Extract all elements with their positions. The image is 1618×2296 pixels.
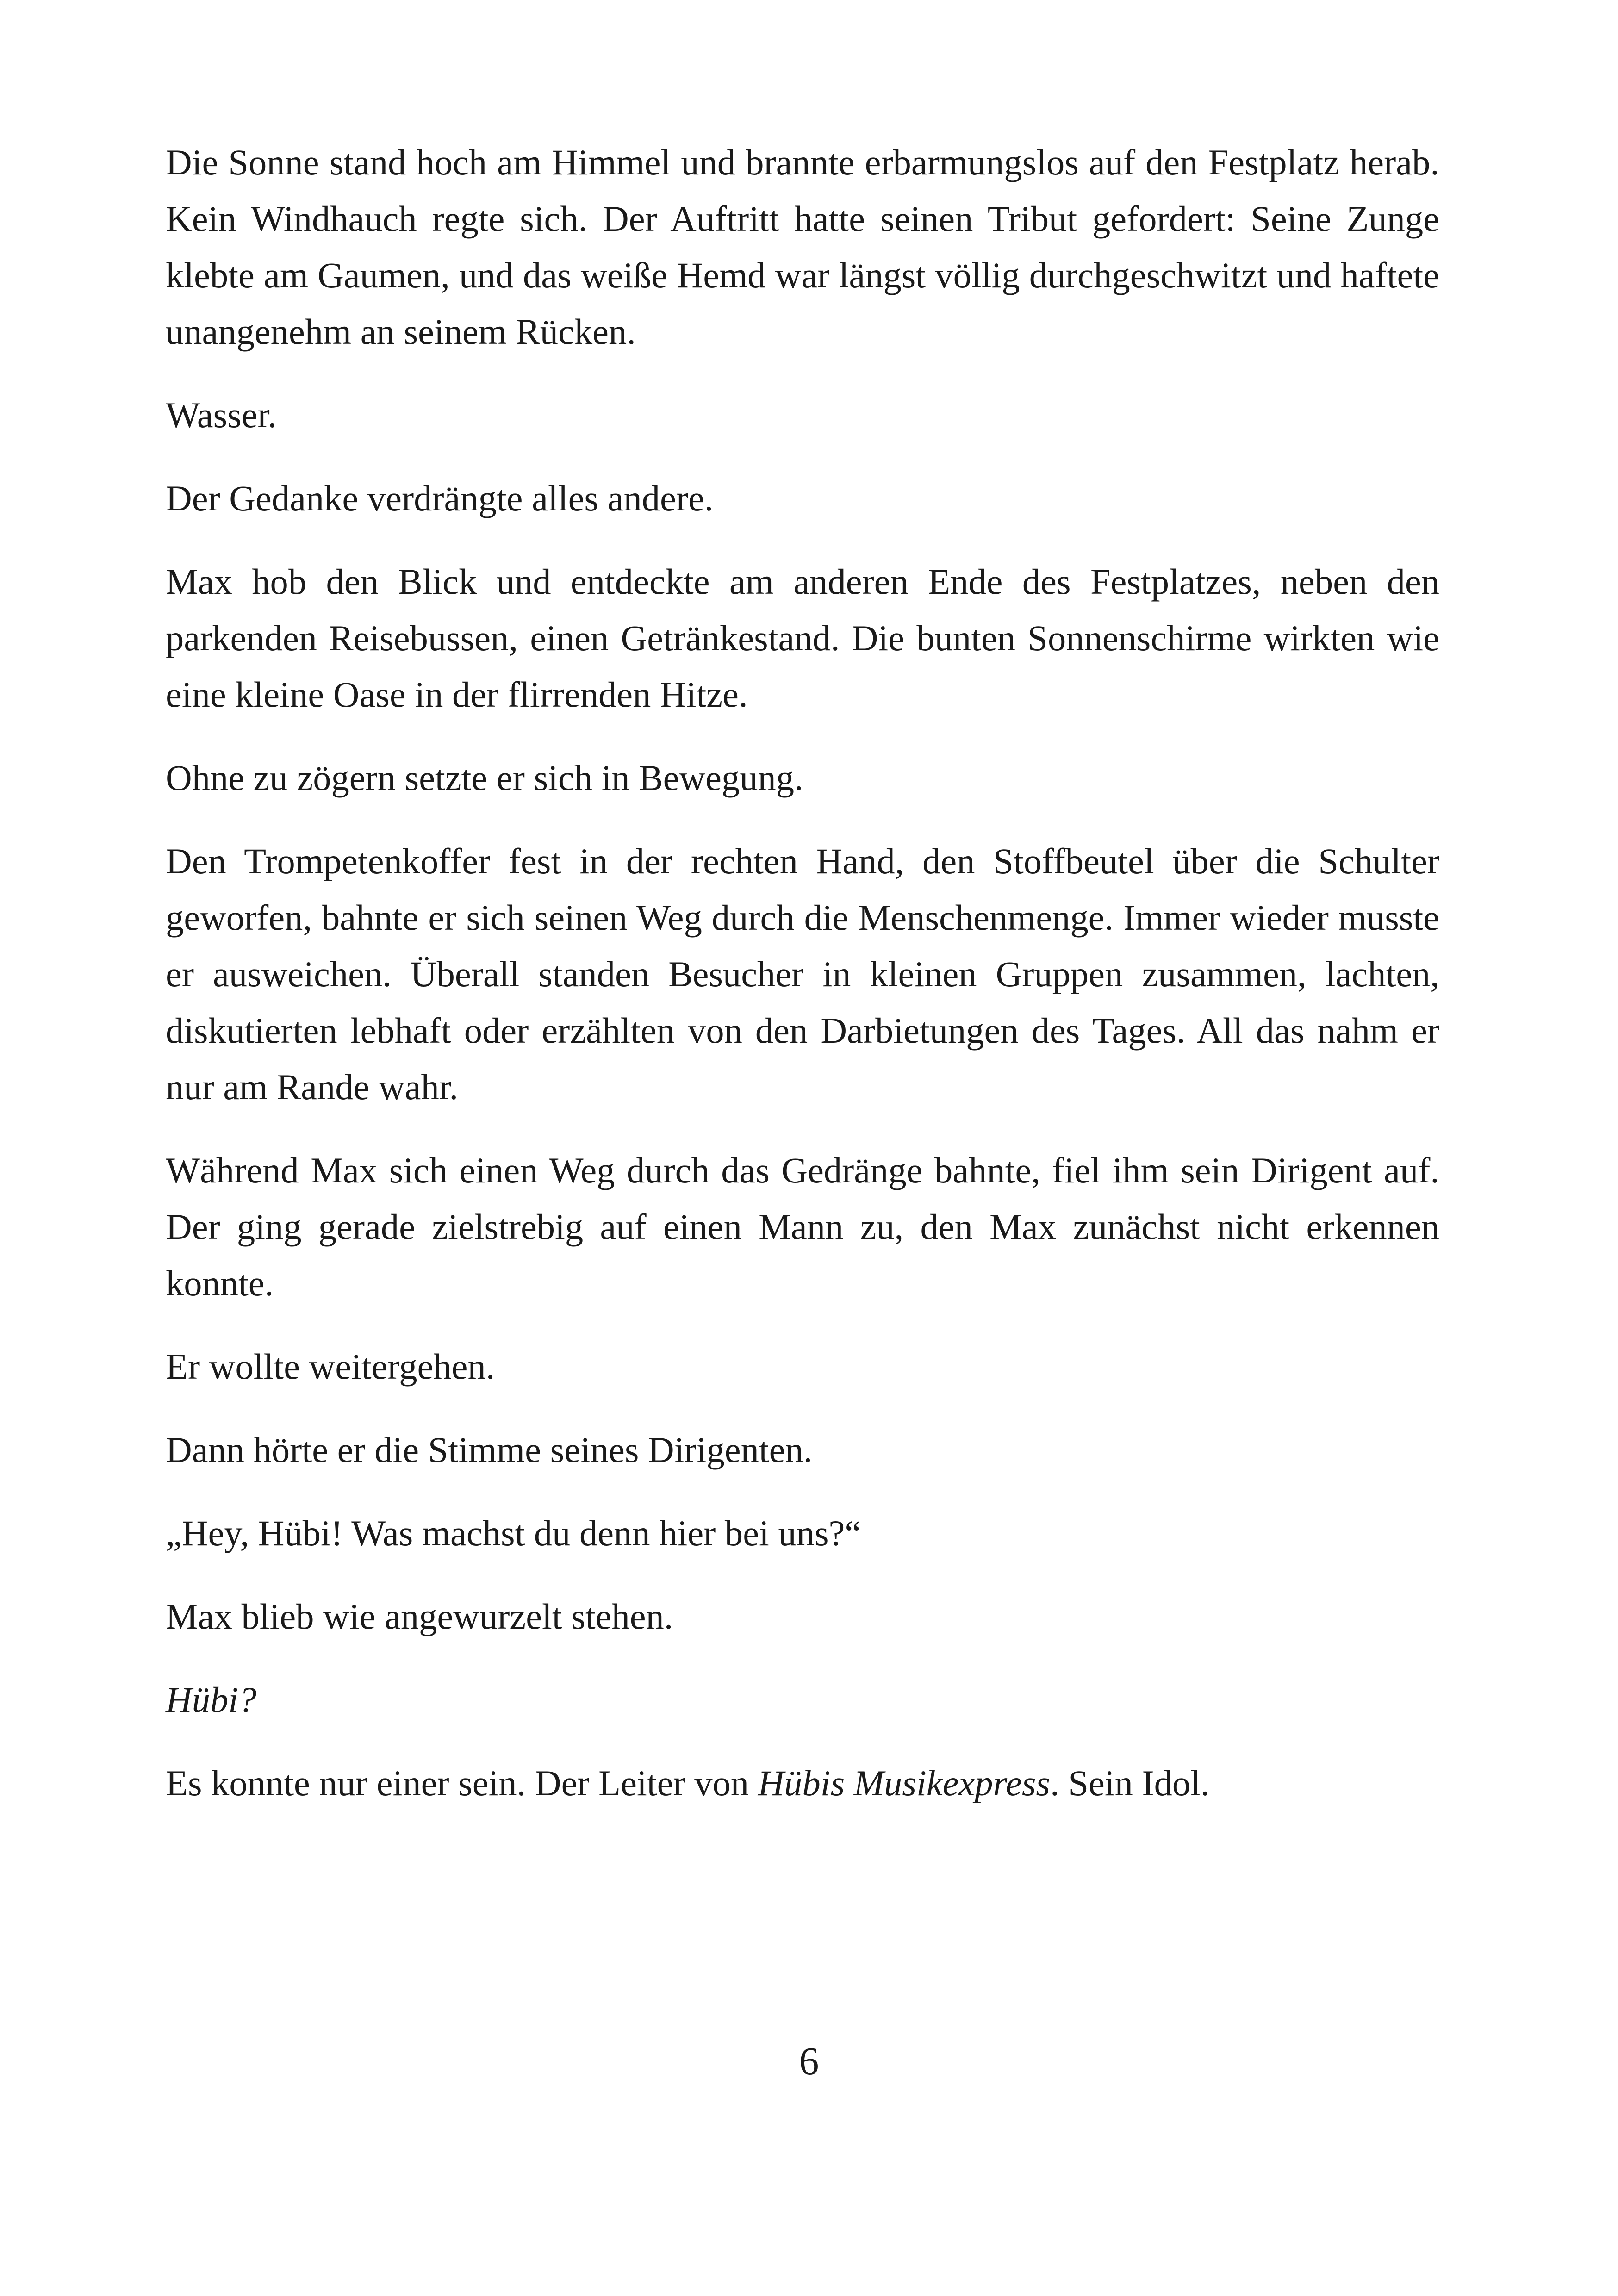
paragraph (166, 750, 1439, 806)
paragraph-text: Dann hörte er die Stimme seines Dirigenten. (166, 1430, 813, 1470)
paragraph (166, 554, 1439, 723)
page-number: 6 (799, 2039, 819, 2083)
italic-title: Hübis Musikexpress (758, 1763, 1051, 1803)
paragraph-text: . Sein Idol. (1050, 1763, 1210, 1803)
paragraph (166, 470, 1439, 527)
paragraph-text: Max blieb wie angewurzelt stehen. (166, 1596, 673, 1636)
paragraph (166, 1755, 1439, 1811)
paragraph-text: Ohne zu zögern setzte er sich in Bewegung. (166, 758, 803, 798)
paragraph (166, 1338, 1439, 1395)
paragraph (166, 1588, 1439, 1645)
paragraph (166, 833, 1439, 1115)
paragraph-text: Der Gedanke verdrängte alles andere. (166, 478, 714, 518)
paragraph (166, 1422, 1439, 1478)
paragraph (166, 387, 1439, 443)
italic-thought (166, 1672, 1439, 1728)
paragraph (166, 134, 1439, 360)
paragraph-text: Während Max sich einen Weg durch das Gedränge bahnte, fiel ihm sein Dirigent auf. Der ging gerade zielstrebig auf einen Mann zu, den Max zunächst nicht erkennen konnte. (166, 1150, 1439, 1303)
paragraph-text: Er wollte weitergehen. (166, 1346, 495, 1387)
paragraph-text: „Hey, Hübi! Was machst du denn hier bei uns?“ (166, 1513, 861, 1553)
dialogue-line (166, 1505, 1439, 1562)
paragraph-text: Die Sonne stand hoch am Himmel und brannte erbarmungslos auf den Festplatz herab. Kein Windhauch regte sich. Der Auftritt hatte seinen Tribut gefordert: Seine Zunge klebte am Gaumen, und das weiße Hemd war längst völlig durchgeschwitzt und haftete unangenehm an seinem Rücken. (166, 142, 1439, 352)
paragraph-text: Den Trompetenkoffer fest in der rechten Hand, den Stoffbeutel über die Schulter geworfen, bahnte er sich seinen Weg durch die Menschenmenge. Immer wieder musste er ausweichen. Überall standen Besucher in kleinen Gruppen zusammen, lachten, diskutierten lebhaft oder erzählten von den Darbietungen des Tages. All das nahm er nur am Rande wahr. (166, 841, 1439, 1107)
paragraph-text: Es konnte nur einer sein. Der Leiter von (166, 1763, 758, 1803)
paragraph-text: Wasser. (166, 395, 277, 435)
paragraph (166, 1142, 1439, 1312)
body-text (166, 134, 1439, 1838)
italic-text: Hübi? (166, 1680, 257, 1720)
paragraph-text: Max hob den Blick und entdeckte am anderen Ende des Festplatzes, neben den parkenden Reisebussen, einen Getränkestand. Die bunten Sonnenschirme wirkten wie eine kleine Oase in der flirrenden Hitze. (166, 561, 1439, 715)
